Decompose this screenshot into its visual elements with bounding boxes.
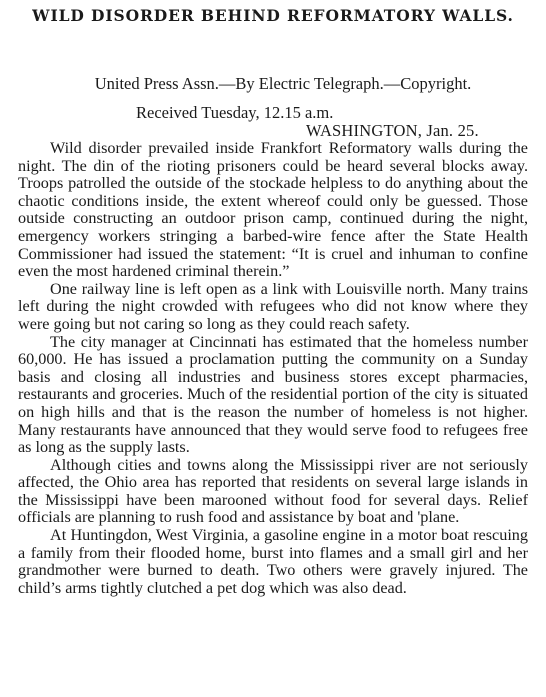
paragraph-3: The city manager at Cincinnati has estimated that the homeless number 60,000. He has issued a proclamation putting the community on a Sunday basis and closing all industries and business stores except pharmacies, restaurants and groceries. Much of the residential portion of the city is situated on high hills and that is the reason the number of homeless is not higher. Many restaurants have announced that they would serve food to refugees free as long as the supply lasts.: [18, 332, 528, 457]
headline: WILD DISORDER BEHIND REFORMATORY WALLS.: [32, 6, 514, 25]
paragraph-5: At Huntingdon, West Virginia, a gasoline engine in a motor boat rescuing a family from their flooded home, burst into flames and a small girl and her grandmother were burned to death. Two others were gravely injured. The child’s arms tightly clutched a pet dog which was also dead.: [18, 526, 528, 597]
wire-credit: United Press Assn.—By Electric Telegraph.—Copyright.: [94, 74, 472, 93]
paragraph-2: One railway line is left open as a link with Louisville north. Many trains left during the night crowded with refugees who did not know where they were going but not caring so long as they could reach safety.: [18, 279, 528, 333]
dateline: WASHINGTON, Jan. 25.: [306, 121, 479, 140]
received-time: Received Tuesday, 12.15 a.m.: [136, 103, 334, 122]
paragraph-4: Although cities and towns along the Mississippi river are not seriously affected, the Ohio area has reported that residents on several large islands in the Mississippi have been marooned without food for several days. Relief officials are planning to rush food and assistance by boat and 'plane.: [18, 455, 528, 527]
paragraph-1: Wild disorder prevailed inside Frankfort Reformatory walls during the night. The din of the rioting prisoners could be heard several blocks away. Troops patrolled the outside of the stockade helpless to do anything about the chaotic conditions inside, the extent whereof could only be guessed. Those outside constructing an outdoor prison camp, continued during the night, emergency workers stringing a barbed-wire fence after the State Health Commissioner had issued the statement: “It is cruel and inhuman to confine even the most hardened criminal therein.”: [18, 139, 528, 281]
article-body: [18, 140, 528, 597]
